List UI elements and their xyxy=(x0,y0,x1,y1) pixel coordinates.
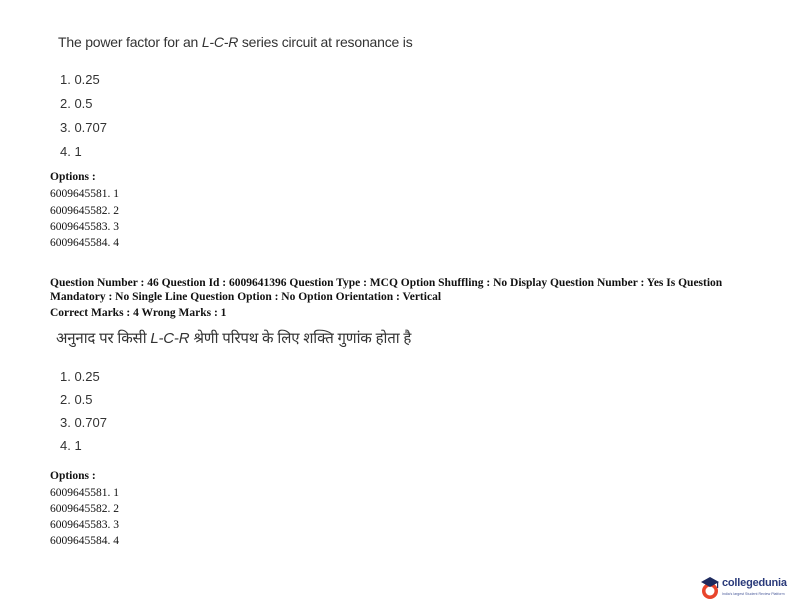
choice-2: 2. 0.5 xyxy=(60,392,93,407)
choice-2: 2. 0.5 xyxy=(60,96,93,111)
choice-1: 1. 0.25 xyxy=(60,72,100,87)
option-id-2: 6009645582. 2 xyxy=(50,503,119,515)
option-id-1: 6009645581. 1 xyxy=(50,487,119,499)
marks-line: Correct Marks : 4 Wrong Marks : 1 xyxy=(50,307,227,319)
question-text-hindi xyxy=(56,328,411,348)
collegedunia-logo xyxy=(700,573,790,607)
options-label: Options : xyxy=(50,171,96,183)
choice-4: 4. 1 xyxy=(60,438,82,453)
option-id-2: 6009645582. 2 xyxy=(50,205,119,217)
option-id-3: 6009645583. 3 xyxy=(50,519,119,531)
question-text-english xyxy=(58,34,413,50)
question-text-part: अनुनाद पर किसी xyxy=(56,330,151,347)
circuit-label: L-C-R xyxy=(150,330,190,347)
brand-tagline: India's largest Student Review Platform xyxy=(722,592,785,596)
option-id-4: 6009645584. 4 xyxy=(50,237,119,249)
choice-4: 4. 1 xyxy=(60,144,82,159)
option-id-3: 6009645583. 3 xyxy=(50,221,119,233)
choice-3: 3. 0.707 xyxy=(60,120,107,135)
question-meta: Question Number : 46 Question Id : 6009641396 Question Type : MCQ Option Shuffling : No Display Question Number : Yes Is Question Mandatory : No Single Line Question Option : No Option Orientation : Vertical xyxy=(50,277,723,303)
question-text-part: श्रेणी परिपथ के लिए शक्ति गुणांक होता है xyxy=(189,330,412,347)
question-text-part: The power factor for an xyxy=(58,34,202,50)
options-label: Options : xyxy=(50,470,96,482)
question-text-part: series circuit at resonance is xyxy=(238,34,413,50)
choice-3: 3. 0.707 xyxy=(60,415,107,430)
option-id-1: 6009645581. 1 xyxy=(50,188,119,200)
graduation-cap-icon xyxy=(700,575,720,603)
brand-name: collegedunia xyxy=(722,577,787,589)
option-id-4: 6009645584. 4 xyxy=(50,535,119,547)
choice-1: 1. 0.25 xyxy=(60,369,100,384)
circuit-label: L-C-R xyxy=(201,34,239,50)
